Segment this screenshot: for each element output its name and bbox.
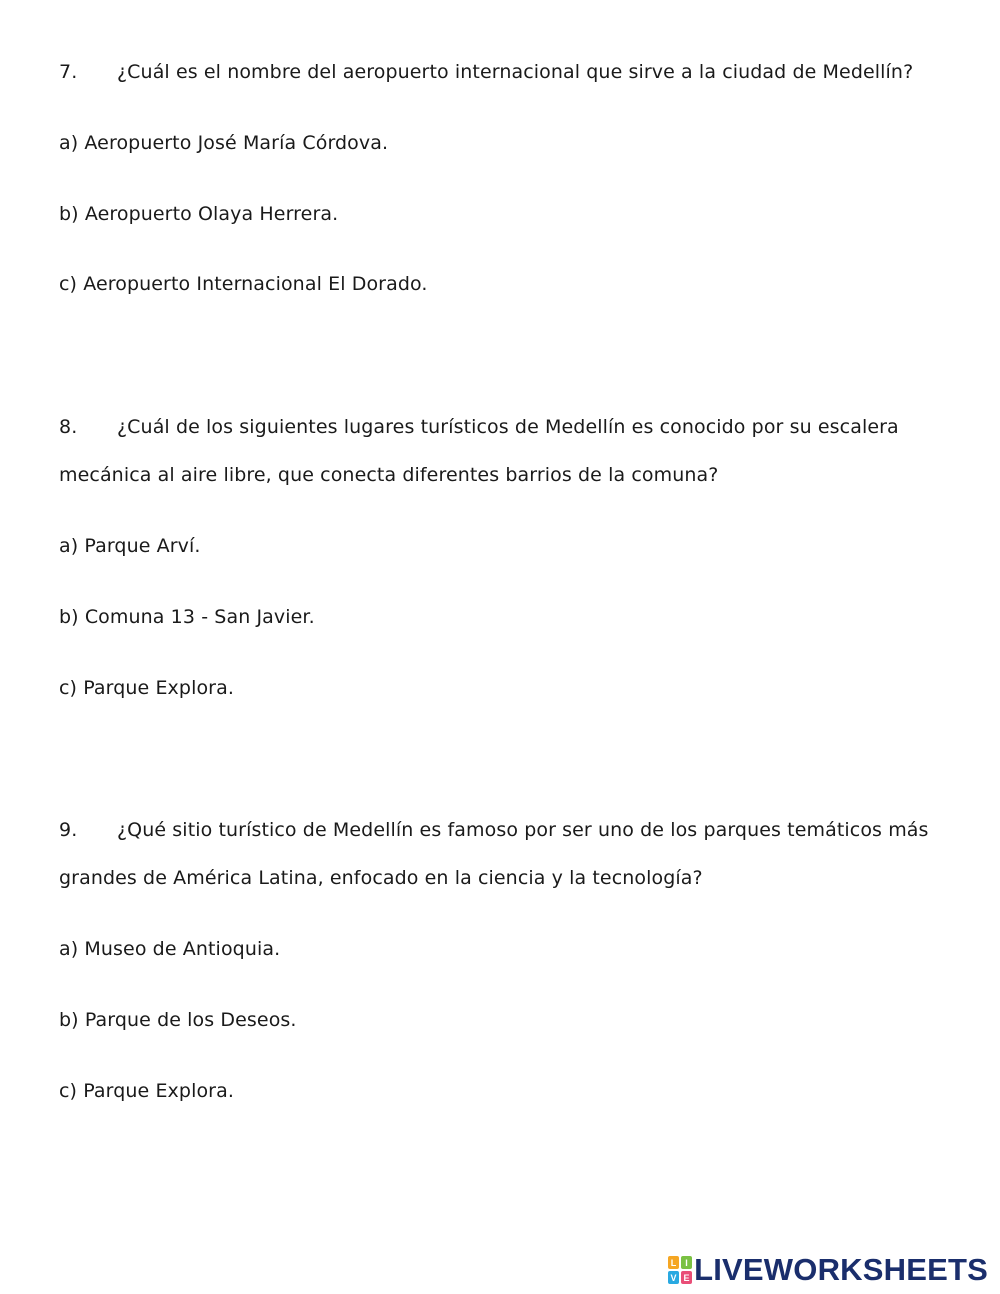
question-8-number: 8. xyxy=(59,416,78,438)
question-7-option-a: a) Aeropuerto José María Córdova. xyxy=(59,132,389,154)
question-8-option-b: b) Comuna 13 - San Javier. xyxy=(59,606,315,628)
question-8-option-c: c) Parque Explora. xyxy=(59,677,234,699)
svg-text:E: E xyxy=(683,1273,690,1283)
question-9 xyxy=(59,817,929,843)
question-9-text-line1: ¿Qué sitio turístico de Medellín es famoso por ser uno de los parques temáticos más xyxy=(117,819,929,841)
question-7-option-b: b) Aeropuerto Olaya Herrera. xyxy=(59,203,339,225)
liveworksheets-wordmark: LIVEWORKSHEETS xyxy=(694,1252,988,1287)
question-8-text-line2: mecánica al aire libre, que conecta diferentes barrios de la comuna? xyxy=(59,464,719,486)
question-9-text-line2: grandes de América Latina, enfocado en la ciencia y la tecnología? xyxy=(59,867,703,889)
question-7-text: ¿Cuál es el nombre del aeropuerto internacional que sirve a la ciudad de Medellín? xyxy=(117,61,914,83)
question-9-number: 9. xyxy=(59,819,78,841)
question-7-number: 7. xyxy=(59,61,78,83)
question-9-option-c: c) Parque Explora. xyxy=(59,1080,234,1102)
question-8-text-line1: ¿Cuál de los siguientes lugares turísticos de Medellín es conocido por su escalera xyxy=(117,416,899,438)
svg-text:I: I xyxy=(685,1258,688,1268)
liveworksheets-logo xyxy=(668,1254,988,1286)
svg-text:L: L xyxy=(670,1258,677,1268)
svg-text:V: V xyxy=(670,1273,677,1283)
question-7 xyxy=(59,59,913,85)
question-9-option-b: b) Parque de los Deseos. xyxy=(59,1009,297,1031)
question-8 xyxy=(59,414,899,440)
question-9-option-a: a) Museo de Antioquia. xyxy=(59,938,281,960)
question-8-option-a: a) Parque Arví. xyxy=(59,535,201,557)
liveworksheets-mark-icon xyxy=(668,1256,692,1284)
question-7-option-c: c) Aeropuerto Internacional El Dorado. xyxy=(59,273,428,295)
